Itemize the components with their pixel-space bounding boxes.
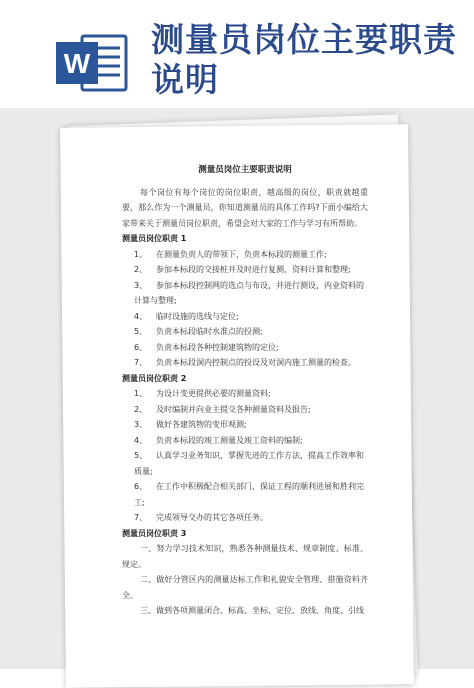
list-item: 7、 负责本标段洞内控制点的投设及对洞内施工测量的检查。 <box>134 358 356 367</box>
list-item: 2、 及时编制并向业主提交各种测量资料及报告; <box>134 404 311 414</box>
list-item: 三、做到各项测量闭合、标高、坐标、定位、放线、角度、引线 <box>140 606 364 615</box>
list-item: 二、做好分管区内的测量达标工作和礼貌安全管理、措施资料齐全。 <box>122 575 368 600</box>
list-item: 6、 负责本标段各种控制建筑物的定位; <box>134 342 279 352</box>
banner-header <box>0 0 474 108</box>
list-item: 2、 参加本标段的交接桩并及时进行复测，资料计算和整理; <box>134 265 351 274</box>
section-heading: 测量员岗位职责 2 <box>122 373 187 383</box>
document-title: 测量员岗位主要职责说明 <box>198 165 292 175</box>
list-item: 3、 做好各建筑物的变形观测; <box>134 420 247 429</box>
list-item: 一、努力学习技术知识，熟悉各种测量技术、规章制度、标准、规定。 <box>122 544 368 569</box>
list-item: 5、 负责本标段临时水准点的投测; <box>134 327 263 336</box>
list-item: 4、 负责本标段的竣工测量及竣工资料的编制; <box>134 435 303 445</box>
list-item: 1、 在测量负责人的带领下，负责本标段的测量工作; <box>134 249 327 259</box>
section-heading: 测量员岗位职责 1 <box>122 234 187 243</box>
word-document-icon <box>56 30 128 96</box>
list-item: 1、 为设计变更提供必要的测量资料; <box>134 389 271 398</box>
list-item: 4、 临时设施的选线与定位; <box>134 311 239 321</box>
svg-text:W: W <box>63 48 91 79</box>
list-item: 5、 认真学习业务知识，掌握先进的工作方法，提高工作效率和质量; <box>134 451 364 476</box>
section-heading: 测量员岗位职责 3 <box>122 528 187 538</box>
list-item: 3、 参加本标段控制网的选点与布设，并进行测设，内业资料的计算与整理; <box>134 280 364 305</box>
intro-paragraph: 每个岗位有每个岗位的岗位职责，越高级的岗位，职责就越重要，那么作为一个测量员，你知道测量员的具体工作吗?下面小编给大家带来关于测量员岗位职责，希望会对大家的工作与学习有所帮助。 <box>122 187 368 228</box>
page-title: 测量员岗位主要职责说明 <box>151 20 457 99</box>
list-item: 6、 在工作中积极配合相关部门，保证工程的顺利进展和胜利完工; <box>134 482 364 507</box>
document-body <box>122 163 368 619</box>
list-item: 7、 完成领导交办的其它各项任务。 <box>134 513 268 522</box>
